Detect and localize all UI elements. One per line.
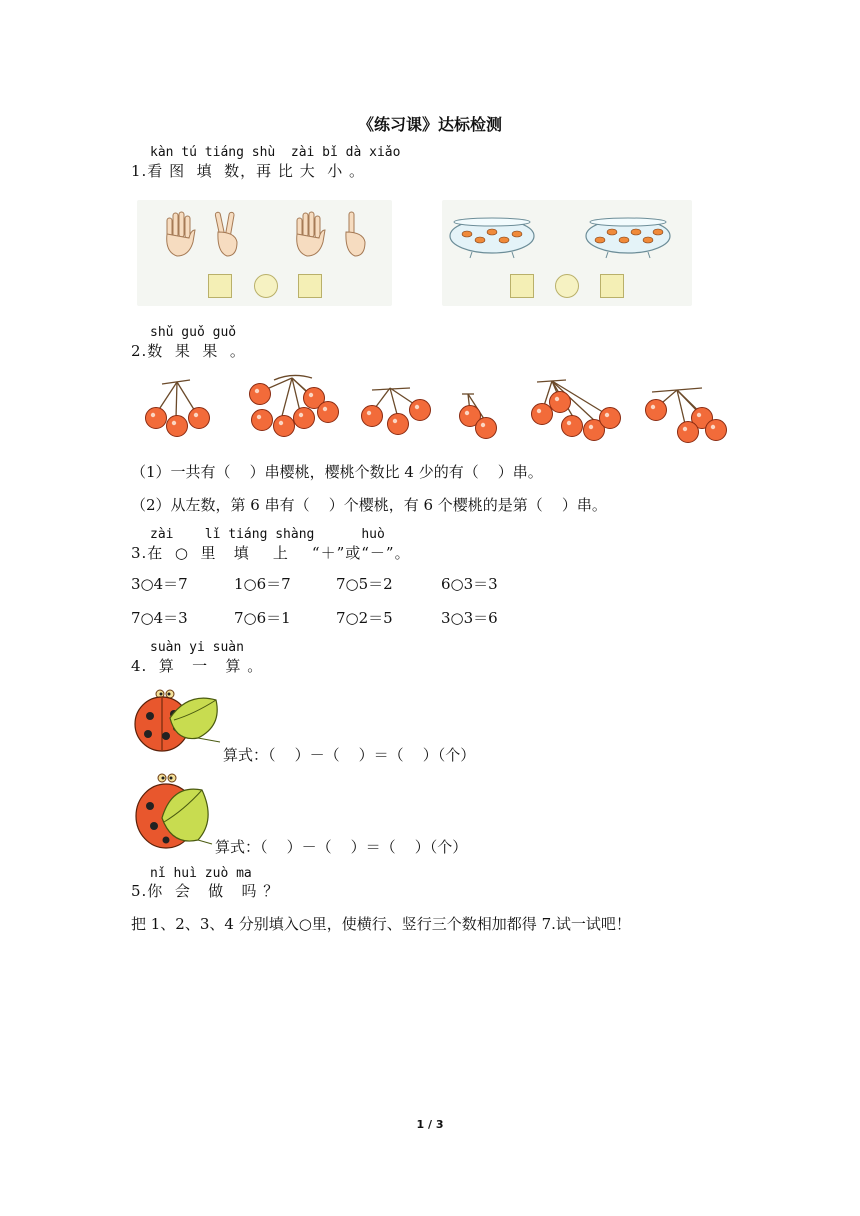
equation[interactable]: 1○6＝7 bbox=[234, 575, 291, 593]
compare-circle[interactable] bbox=[254, 274, 278, 298]
q1-fish-panel bbox=[442, 200, 692, 306]
hand-five-icon bbox=[297, 212, 325, 256]
cherry-icon bbox=[532, 404, 553, 425]
cherry-icon bbox=[294, 408, 315, 429]
ladybug-leaf-illustration-1 bbox=[132, 684, 227, 756]
q3-text: 3.在 ○ 里 填 上 “＋”或“－”。 bbox=[131, 544, 411, 562]
page-number: 1 / 3 bbox=[416, 1118, 444, 1131]
cherry-icon bbox=[318, 402, 339, 423]
answer-box[interactable] bbox=[298, 274, 322, 298]
equation[interactable]: 7○5＝2 bbox=[336, 575, 393, 593]
page-title: 《练习课》达标检测 bbox=[357, 115, 502, 134]
q5-line: 把 1、2、3、4 分别填入○里，使横行、竖行三个数相加都得 7.试一试吧！ bbox=[131, 915, 631, 933]
q5-pinyin: nǐ huì zuò ma bbox=[150, 866, 252, 881]
cherry-icon bbox=[600, 408, 621, 429]
cherry-icon bbox=[550, 392, 571, 413]
q4-formula-1[interactable]: 算式：（ ）－（ ）＝（ ）（个） bbox=[223, 746, 476, 764]
equation[interactable]: 6○3＝3 bbox=[441, 575, 498, 593]
answer-box[interactable] bbox=[208, 274, 232, 298]
q1-hands-panel bbox=[137, 200, 392, 306]
cherry-icon bbox=[274, 416, 295, 437]
cherry-icon bbox=[646, 400, 667, 421]
q2-line-1: （1）一共有（ ）串樱桃，樱桃个数比 4 少的有（ ）串。 bbox=[131, 463, 543, 481]
q1-text: 1.看 图 填 数，再 比 大 小 。 bbox=[131, 162, 365, 180]
equation[interactable]: 3○3＝6 bbox=[441, 609, 498, 627]
q4-text: 4. 算 一 算 。 bbox=[131, 657, 264, 675]
cherry-icon bbox=[362, 406, 383, 427]
equation[interactable]: 7○4＝3 bbox=[131, 609, 188, 627]
hand-five-icon bbox=[167, 212, 195, 256]
hand-two-icon bbox=[215, 212, 237, 256]
cherry-icon bbox=[562, 416, 583, 437]
q5-text: 5.你 会 做 吗 ？ bbox=[131, 882, 280, 900]
cherry-icon bbox=[678, 422, 699, 443]
cherries-illustration bbox=[132, 372, 732, 447]
hand-one-icon bbox=[346, 212, 365, 256]
answer-box[interactable] bbox=[510, 274, 534, 298]
equation[interactable]: 3○4＝7 bbox=[131, 575, 188, 593]
cherry-icon bbox=[252, 410, 273, 431]
q4-pinyin: suàn yi suàn bbox=[150, 640, 244, 655]
cherry-icon bbox=[410, 400, 431, 421]
cherry-icon bbox=[189, 408, 210, 429]
equation[interactable]: 7○6＝1 bbox=[234, 609, 291, 627]
cherry-icon bbox=[476, 418, 497, 439]
q2-line-2: （2）从左数，第 6 串有（ ）个樱桃，有 6 个樱桃的是第（ ）串。 bbox=[131, 496, 607, 514]
cherry-icon bbox=[146, 408, 167, 429]
compare-circle[interactable] bbox=[555, 274, 579, 298]
equation[interactable]: 7○2＝5 bbox=[336, 609, 393, 627]
q2-pinyin: shǔ guǒ guǒ bbox=[150, 325, 237, 340]
answer-box[interactable] bbox=[600, 274, 624, 298]
q3-pinyin: zài lǐ tiáng shàng huò bbox=[150, 527, 385, 542]
q4-formula-2[interactable]: 算式：（ ）－（ ）＝（ ）（个） bbox=[215, 838, 468, 856]
fishbowl-icon bbox=[586, 218, 670, 258]
fishbowl-icon bbox=[450, 218, 534, 258]
cherry-icon bbox=[250, 384, 271, 405]
q2-text: 2.数 果 果 。 bbox=[131, 342, 246, 360]
ladybug-leaf-illustration-2 bbox=[132, 770, 217, 852]
cherry-icon bbox=[388, 414, 409, 435]
cherry-icon bbox=[167, 416, 188, 437]
q1-pinyin: kàn tú tiáng shù zài bǐ dà xiǎo bbox=[150, 145, 401, 160]
cherry-icon bbox=[706, 420, 727, 441]
